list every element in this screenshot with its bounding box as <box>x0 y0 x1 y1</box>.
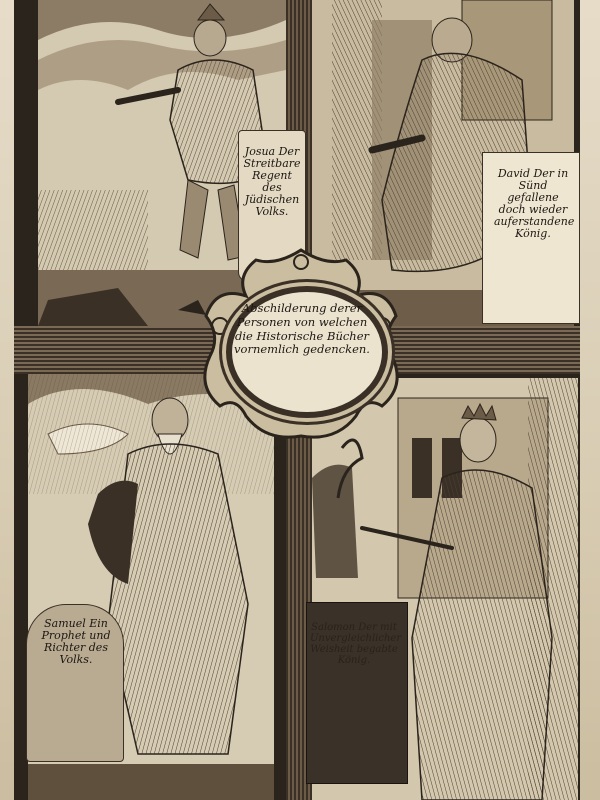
central-cartouche <box>196 246 406 446</box>
josua-caption: Josua Der Streitbare Regent des Jüdischen Volks. <box>243 145 301 219</box>
david-caption: David Der in Sünd gefallene doch wieder auferstandene König. <box>494 167 575 241</box>
cartouche-title: Abschilderung derer Personen von welchen die Historische Bücher vornemlich gedencken. <box>234 301 370 357</box>
salomon-caption: Salomon Der mit Unvergleichlicher Weisheit begabte König. <box>310 622 402 666</box>
samuel-caption: Samuel Ein Prophet und Richter des Volks. <box>41 617 111 667</box>
